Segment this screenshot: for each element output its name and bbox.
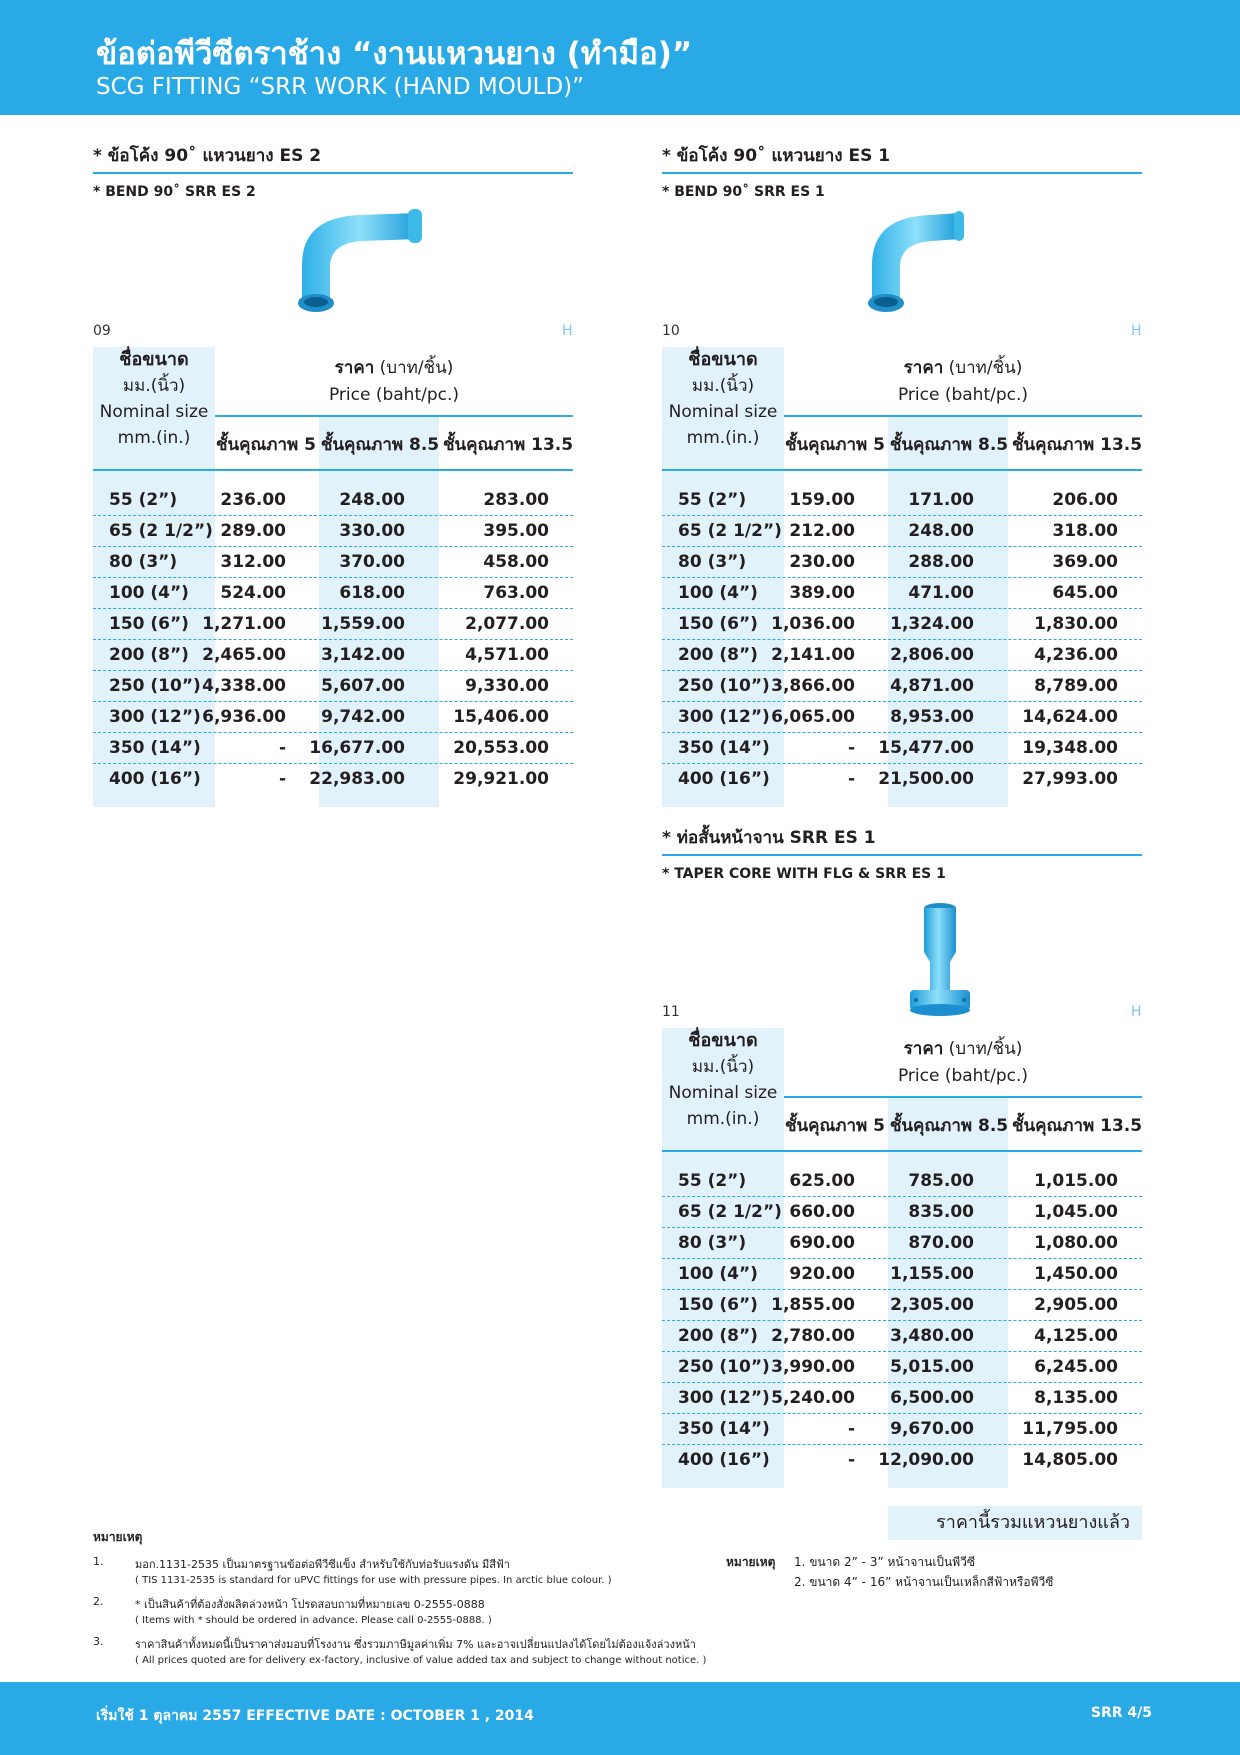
- section-rule: [662, 854, 1142, 856]
- grade-5-price: 159.00: [789, 490, 855, 510]
- table-row: [662, 1445, 1142, 1476]
- h-mark: H: [562, 323, 573, 339]
- size-cell: 150 (6”): [678, 1295, 758, 1315]
- size-cell: 350 (14”): [678, 738, 770, 758]
- table-row: [93, 640, 573, 671]
- table-row: [662, 547, 1142, 578]
- grade-5-price: -: [847, 1450, 855, 1470]
- note-1-th: มอก.1131-2535 เป็นมาตรฐานข้อต่อพีวีซีแข็ง สำหรับใช้กับท่อรับแรงดัน มีสีฟ้า: [135, 1558, 510, 1571]
- bend-90-fitting-image: [290, 205, 430, 325]
- table-row: [93, 485, 573, 516]
- grade-13-5-header: ชั้นคุณภาพ 13.5: [442, 435, 574, 455]
- size-cell: 55 (2”): [678, 490, 747, 510]
- flange-note-2: 2. ขนาด 4” - 16” หน้าจานเป็นเหล็กสีฟ้าหรือพีวีซี: [794, 1575, 1054, 1589]
- grade-5-price: -: [847, 1419, 855, 1439]
- note-2-en: ( Items with * should be ordered in advance. Please call 0-2555-0888. ): [135, 1615, 492, 1626]
- flange-notes-title: หมายเหตุ: [726, 1555, 776, 1569]
- grade-13-5-price: 1,450.00: [1034, 1264, 1118, 1284]
- effective-date: เริ่มใช้ 1 ตุลาคม 2557 EFFECTIVE DATE : OCTOBER 1 , 2014: [96, 1708, 534, 1724]
- grade-5-price: 236.00: [220, 490, 286, 510]
- bend-90-fitting-image: [860, 205, 1000, 325]
- h-mark: H: [1131, 1004, 1142, 1020]
- grade-8-5-price: 288.00: [908, 552, 974, 572]
- grade-8-5-price: 15,477.00: [878, 738, 974, 758]
- size-cell: 300 (12”): [109, 707, 201, 727]
- grade-5-price: 1,036.00: [771, 614, 855, 634]
- grade-5-price: -: [278, 769, 286, 789]
- table-row: [662, 1321, 1142, 1352]
- size-header: ชื่อขนาด มม.(นิ้ว) Nominal size mm.(in.): [99, 349, 209, 448]
- table-row: [662, 1414, 1142, 1445]
- table-row: [662, 1383, 1142, 1414]
- page-title-en: SCG FITTING “SRR WORK (HAND MOULD)”: [96, 74, 585, 100]
- table-row: [662, 1197, 1142, 1228]
- grade-8-5-price: 370.00: [339, 552, 405, 572]
- grade-5-price: 212.00: [789, 521, 855, 541]
- table-row: [93, 547, 573, 578]
- grade-5-price: 625.00: [789, 1171, 855, 1191]
- footnotes: หมายเหตุ 1. มอก.1131-2535 เป็นมาตรฐานข้อต่อพีวีซีแข็ง สำหรับใช้กับท่อรับแรงดัน มีสีฟ้า ( TIS 1131-2535 is standard for uPVC fittings for use with pressure pipes. In arctic blue colour. ) 2. * เป็นสินค้าที่ต้องสั่งผลิตล่วงหน้า โปรดสอบถามที่หมายเลข 0-2555-0888 ( Items with * should be ordered in advance. Please call 0-2555-0888. ) 3. ราคาสินค้าทั้งหมดนี้เป็นราคาส่งมอบที่โรงงาน ซึ่งรวมภาษีมูลค่าเพิ่ม 7% และอาจเปลี่ยนแปลงได้โดยไม่ต้องแจ้งล่วงหน้า ( All prices quoted are for delivery ex-factory, inclusive of value added tax and subject to change without notice. ): [93, 1528, 733, 1675]
- grade-5-price: 2,465.00: [202, 645, 286, 665]
- grade-8-5-price: 9,670.00: [890, 1419, 974, 1439]
- table-rows: [93, 485, 573, 795]
- size-cell: 150 (6”): [109, 614, 189, 634]
- grade-8-5-header: ชั้นคุณภาพ 8.5: [320, 435, 440, 455]
- price-header: ราคา (บาท/ชิ้น) Price (baht/pc.): [897, 358, 1029, 405]
- section-title-th: * ข้อโค้ง 90˚ แหวนยาง ES 2: [93, 146, 322, 166]
- grade-13-5-price: 2,077.00: [465, 614, 549, 634]
- section-title-en: * BEND 90˚ SRR ES 2: [93, 184, 256, 200]
- section-rule: [93, 172, 573, 174]
- note-1-en: ( TIS 1131-2535 is standard for uPVC fittings for use with pressure pipes. In arctic blue colour. ): [135, 1575, 612, 1586]
- grade-13-5-price: 318.00: [1052, 521, 1118, 541]
- size-cell: 55 (2”): [109, 490, 178, 510]
- grade-5-price: 312.00: [220, 552, 286, 572]
- size-cell: 55 (2”): [678, 1171, 747, 1191]
- grade-8-5-price: 2,806.00: [890, 645, 974, 665]
- grade-8-5-price: 1,155.00: [890, 1264, 974, 1284]
- grade-5-price: 1,855.00: [771, 1295, 855, 1315]
- table-row: [93, 764, 573, 795]
- product-code: 09: [93, 323, 111, 339]
- grade-8-5-price: 248.00: [908, 521, 974, 541]
- size-cell: 100 (4”): [678, 1264, 758, 1284]
- grade-8-5-header: ชั้นคุณภาพ 8.5: [889, 435, 1009, 455]
- size-cell: 65 (2 1/2”): [678, 521, 782, 541]
- table-row: [662, 671, 1142, 702]
- grade-8-5-price: 248.00: [339, 490, 405, 510]
- price-header: ราคา (บาท/ชิ้น) Price (baht/pc.): [328, 358, 460, 405]
- note-3-en: ( All prices quoted are for delivery ex-factory, inclusive of value added tax and subject to change without notice. ): [135, 1655, 707, 1666]
- grade-5-price: 230.00: [789, 552, 855, 572]
- grade-13-5-price: 458.00: [483, 552, 549, 572]
- table-row: [662, 1259, 1142, 1290]
- table-row: [93, 578, 573, 609]
- grade-8-5-price: 785.00: [908, 1171, 974, 1191]
- grade-5-header: ชั้นคุณภาพ 5: [784, 435, 885, 455]
- table-row: [662, 1290, 1142, 1321]
- size-cell: 250 (10”): [678, 676, 770, 696]
- table-row: [662, 578, 1142, 609]
- section-title-th: * ข้อโค้ง 90˚ แหวนยาง ES 1: [662, 146, 891, 166]
- grade-13-5-price: 283.00: [483, 490, 549, 510]
- grade-13-5-price: 369.00: [1052, 552, 1118, 572]
- grade-13-5-price: 206.00: [1052, 490, 1118, 510]
- grade-13-5-price: 19,348.00: [1022, 738, 1118, 758]
- grade-5-price: 289.00: [220, 521, 286, 541]
- grade-5-price: 2,141.00: [771, 645, 855, 665]
- grade-5-price: -: [278, 738, 286, 758]
- grade-13-5-price: 763.00: [483, 583, 549, 603]
- table-row: [662, 1352, 1142, 1383]
- grade-5-header: ชั้นคุณภาพ 5: [215, 435, 316, 455]
- grade-8-5-header: ชั้นคุณภาพ 8.5: [889, 1116, 1009, 1136]
- notes-title: หมายเหตุ: [93, 1530, 143, 1544]
- price-table-11: [662, 1028, 1142, 1488]
- h-mark: H: [1131, 323, 1142, 339]
- size-cell: 65 (2 1/2”): [109, 521, 213, 541]
- grade-5-price: 3,866.00: [771, 676, 855, 696]
- note-3-th: ราคาสินค้าทั้งหมดนี้เป็นราคาส่งมอบที่โรงงาน ซึ่งรวมภาษีมูลค่าเพิ่ม 7% และอาจเปลี่ยนแปลงได้โดยไม่ต้องแจ้งล่วงหน้า: [135, 1638, 696, 1651]
- grade-8-5-price: 835.00: [908, 1202, 974, 1222]
- grade-8-5-price: 870.00: [908, 1233, 974, 1253]
- grade-8-5-price: 330.00: [339, 521, 405, 541]
- grade-13-5-price: 1,830.00: [1034, 614, 1118, 634]
- grade-8-5-price: 1,324.00: [890, 614, 974, 634]
- grade-8-5-price: 471.00: [908, 583, 974, 603]
- grade-5-price: 6,936.00: [202, 707, 286, 727]
- page-number: SRR 4/5: [1090, 1705, 1152, 1721]
- flange-note-1: 1. ขนาด 2” - 3” หน้าจานเป็นพีวีซี: [794, 1555, 976, 1569]
- grade-5-price: 920.00: [789, 1264, 855, 1284]
- grade-8-5-price: 9,742.00: [321, 707, 405, 727]
- note-2-th: * เป็นสินค้าที่ต้องสั่งผลิตล่วงหน้า โปรดสอบถามที่หมายเลข 0-2555-0888: [135, 1598, 485, 1611]
- product-code: 10: [662, 323, 680, 339]
- table-row: [93, 609, 573, 640]
- table-row: [662, 1228, 1142, 1259]
- grade-13-5-price: 6,245.00: [1034, 1357, 1118, 1377]
- size-cell: 200 (8”): [678, 1326, 758, 1346]
- grade-13-5-price: 20,553.00: [453, 738, 549, 758]
- section-title-en: * TAPER CORE WITH FLG & SRR ES 1: [662, 866, 946, 882]
- size-header: ชื่อขนาด มม.(นิ้ว) Nominal size mm.(in.): [668, 349, 778, 448]
- grade-13-5-price: 395.00: [483, 521, 549, 541]
- table-rows: [662, 485, 1142, 795]
- size-cell: 350 (14”): [678, 1419, 770, 1439]
- grade-13-5-price: 27,993.00: [1022, 769, 1118, 789]
- section-rule: [662, 172, 1142, 174]
- size-cell: 400 (16”): [678, 1450, 770, 1470]
- section-title-en: * BEND 90˚ SRR ES 1: [662, 184, 825, 200]
- grade-8-5-price: 21,500.00: [878, 769, 974, 789]
- size-cell: 65 (2 1/2”): [678, 1202, 782, 1222]
- page-title-th: ข้อต่อพีวีซีตราช้าง “งานแหวนยาง (ทำมือ)”: [96, 36, 693, 72]
- grade-8-5-price: 3,142.00: [321, 645, 405, 665]
- price-header: ราคา (บาท/ชิ้น) Price (baht/pc.): [897, 1039, 1029, 1086]
- table-row: [662, 485, 1142, 516]
- product-code: 11: [662, 1004, 680, 1020]
- table-row: [93, 671, 573, 702]
- grade-13-5-price: 1,045.00: [1034, 1202, 1118, 1222]
- table-row: [662, 764, 1142, 795]
- grade-5-price: 660.00: [789, 1202, 855, 1222]
- grade-13-5-price: 4,125.00: [1034, 1326, 1118, 1346]
- grade-5-price: 5,240.00: [771, 1388, 855, 1408]
- size-cell: 250 (10”): [109, 676, 201, 696]
- grade-8-5-price: 8,953.00: [890, 707, 974, 727]
- table-row: [662, 1166, 1142, 1197]
- table-rows: [662, 1166, 1142, 1476]
- size-cell: 350 (14”): [109, 738, 201, 758]
- size-header: ชื่อขนาด มม.(นิ้ว) Nominal size mm.(in.): [668, 1030, 778, 1129]
- grade-8-5-price: 3,480.00: [890, 1326, 974, 1346]
- grade-5-price: 1,271.00: [202, 614, 286, 634]
- price-table-10: [662, 347, 1142, 807]
- grade-13-5-price: 14,805.00: [1022, 1450, 1118, 1470]
- grade-8-5-price: 618.00: [339, 583, 405, 603]
- price-includes-note: ราคานี้รวมแหวนยางแล้ว: [888, 1506, 1142, 1540]
- table-row: [662, 516, 1142, 547]
- page-footer: [0, 1682, 1240, 1755]
- grade-8-5-price: 16,677.00: [309, 738, 405, 758]
- grade-5-price: -: [847, 769, 855, 789]
- table-row: [93, 702, 573, 733]
- grade-8-5-price: 5,015.00: [890, 1357, 974, 1377]
- grade-8-5-price: 171.00: [908, 490, 974, 510]
- size-cell: 100 (4”): [109, 583, 189, 603]
- grade-13-5-price: 15,406.00: [453, 707, 549, 727]
- grade-13-5-price: 9,330.00: [465, 676, 549, 696]
- grade-13-5-price: 645.00: [1052, 583, 1118, 603]
- grade-8-5-price: 22,983.00: [309, 769, 405, 789]
- table-row: [662, 640, 1142, 671]
- grade-5-price: 690.00: [789, 1233, 855, 1253]
- size-cell: 80 (3”): [678, 552, 747, 572]
- size-cell: 300 (12”): [678, 707, 770, 727]
- size-cell: 80 (3”): [678, 1233, 747, 1253]
- size-cell: 200 (8”): [109, 645, 189, 665]
- grade-5-price: 3,990.00: [771, 1357, 855, 1377]
- table-row: [93, 733, 573, 764]
- table-row: [662, 702, 1142, 733]
- grade-5-price: 389.00: [789, 583, 855, 603]
- grade-5-price: 524.00: [220, 583, 286, 603]
- size-cell: 400 (16”): [678, 769, 770, 789]
- table-row: [93, 516, 573, 547]
- grade-13-5-header: ชั้นคุณภาพ 13.5: [1011, 1116, 1143, 1136]
- grade-8-5-price: 5,607.00: [321, 676, 405, 696]
- grade-8-5-price: 12,090.00: [878, 1450, 974, 1470]
- grade-13-5-price: 14,624.00: [1022, 707, 1118, 727]
- grade-5-price: 4,338.00: [202, 676, 286, 696]
- grade-5-header: ชั้นคุณภาพ 5: [784, 1116, 885, 1136]
- taper-core-flange-image: [900, 900, 980, 1022]
- grade-13-5-price: 4,236.00: [1034, 645, 1118, 665]
- size-cell: 100 (4”): [678, 583, 758, 603]
- size-cell: 400 (16”): [109, 769, 201, 789]
- grade-13-5-price: 1,015.00: [1034, 1171, 1118, 1191]
- size-cell: 200 (8”): [678, 645, 758, 665]
- grade-13-5-price: 4,571.00: [465, 645, 549, 665]
- grade-13-5-header: ชั้นคุณภาพ 13.5: [1011, 435, 1143, 455]
- price-table-09: [93, 347, 573, 807]
- section-taper-core: [662, 826, 1142, 882]
- grade-8-5-price: 4,871.00: [890, 676, 974, 696]
- page-header: [0, 0, 1240, 115]
- section-bend-es1: [662, 144, 1142, 200]
- size-cell: 80 (3”): [109, 552, 178, 572]
- grade-13-5-price: 11,795.00: [1022, 1419, 1118, 1439]
- grade-5-price: -: [847, 738, 855, 758]
- grade-5-price: 2,780.00: [771, 1326, 855, 1346]
- size-cell: 300 (12”): [678, 1388, 770, 1408]
- grade-5-price: 6,065.00: [771, 707, 855, 727]
- size-cell: 150 (6”): [678, 614, 758, 634]
- table-row: [662, 733, 1142, 764]
- grade-13-5-price: 29,921.00: [453, 769, 549, 789]
- section-bend-es2: [93, 144, 573, 200]
- grade-8-5-price: 2,305.00: [890, 1295, 974, 1315]
- grade-13-5-price: 8,135.00: [1034, 1388, 1118, 1408]
- table-row: [662, 609, 1142, 640]
- grade-13-5-price: 8,789.00: [1034, 676, 1118, 696]
- grade-8-5-price: 6,500.00: [890, 1388, 974, 1408]
- section-title-th: * ท่อสั้นหน้าจาน SRR ES 1: [662, 828, 876, 848]
- grade-13-5-price: 1,080.00: [1034, 1233, 1118, 1253]
- size-cell: 250 (10”): [678, 1357, 770, 1377]
- grade-8-5-price: 1,559.00: [321, 614, 405, 634]
- grade-13-5-price: 2,905.00: [1034, 1295, 1118, 1315]
